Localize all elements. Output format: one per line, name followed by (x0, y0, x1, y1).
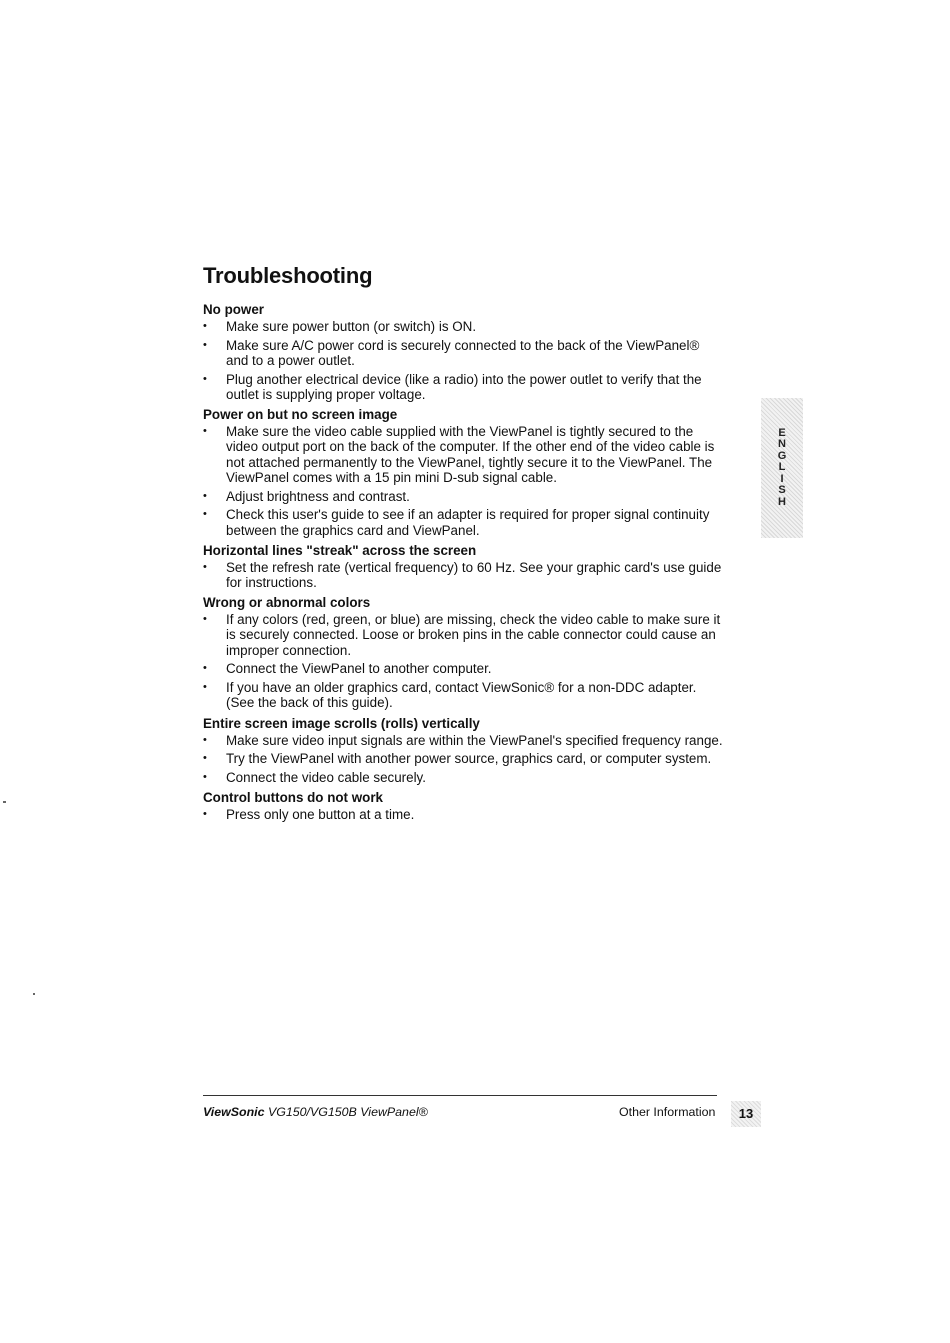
bullet-item: • Make sure video input signals are within the ViewPanel's specified frequency range. (203, 733, 723, 748)
footer-divider (203, 1095, 717, 1096)
bullet-item: • Plug another electrical device (like a radio) into the power outlet to verify that the outlet is supplying proper voltage. (203, 372, 723, 402)
bullet-list (203, 612, 723, 710)
troubleshooting-content (203, 298, 723, 826)
tab-letter: E (778, 426, 786, 439)
bullet-item: • Connect the video cable securely. (203, 770, 723, 785)
bullet-item: • Press only one button at a time. (203, 807, 723, 822)
footer-section-label: Other Information (619, 1105, 716, 1119)
section-heading: No power (203, 302, 265, 317)
bullet-item: • Adjust brightness and contrast. (203, 489, 723, 504)
footer-product (203, 1105, 428, 1119)
section-heading: Horizontal lines "streak" across the screen (203, 542, 477, 558)
troubleshooting-section (203, 716, 723, 786)
bullet-list (203, 807, 723, 822)
bullet-item: • Make sure A/C power cord is securely connected to the back of the ViewPanel® and to a power outlet. (203, 338, 723, 368)
bullet-list (203, 319, 723, 402)
bullet-list (203, 560, 723, 590)
troubleshooting-section (203, 595, 723, 710)
tab-letter: S (778, 484, 786, 497)
tab-letter: H (778, 495, 786, 508)
section-heading: Control buttons do not work (203, 790, 383, 806)
scan-speck (33, 993, 35, 995)
page-number: 13 (731, 1101, 761, 1127)
tab-letter: G (777, 449, 787, 462)
troubleshooting-section (203, 543, 723, 590)
footer-brand: ViewSonic (203, 1105, 265, 1119)
bullet-list (203, 733, 723, 786)
page-title: Troubleshooting (203, 263, 373, 288)
bullet-list (203, 424, 723, 538)
bullet-item: • Try the ViewPanel with another power source, graphics card, or computer system. (203, 751, 723, 766)
language-tab-english (761, 398, 803, 538)
tab-letter: I (780, 472, 784, 485)
troubleshooting-section (203, 407, 723, 538)
section-heading: Power on but no screen image (203, 407, 398, 423)
bullet-item: • Make sure the video cable supplied with the ViewPanel is tightly secured to the video output port on the back of the computer. If the other end of the video cable is not attached permanently to the ViewPanel, tightly secure it to the ViewPanel. The ViewPanel comes with a 15 pin mini D-sub signal cable. (203, 424, 723, 485)
troubleshooting-section (203, 790, 723, 822)
bullet-item: • If you have an older graphics card, contact ViewSonic® for a non-DDC adapter. (See the back of this guide). (203, 680, 723, 710)
tab-letter: L (778, 461, 786, 474)
scan-speck (3, 801, 6, 803)
bullet-item: • Connect the ViewPanel to another computer. (203, 661, 723, 676)
section-heading: Wrong or abnormal colors (203, 595, 371, 611)
tab-letter: N (778, 438, 786, 451)
footer-model: VG150/VG150B ViewPanel® (267, 1105, 428, 1119)
bullet-item: • Make sure power button (or switch) is ON. (203, 319, 723, 334)
bullet-item: • Set the refresh rate (vertical frequency) to 60 Hz. See your graphic card's use guide for instructions. (203, 560, 723, 590)
bullet-item: • Check this user's guide to see if an adapter is required for proper signal continuity between the graphics card and ViewPanel. (203, 507, 723, 537)
bullet-item: • If any colors (red, green, or blue) are missing, check the video cable to make sure it is securely connected. Loose or broken pins in the cable connector could cause an improper connection. (203, 612, 723, 658)
section-heading: Entire screen image scrolls (rolls) vertically (203, 715, 480, 731)
troubleshooting-section (203, 302, 723, 402)
